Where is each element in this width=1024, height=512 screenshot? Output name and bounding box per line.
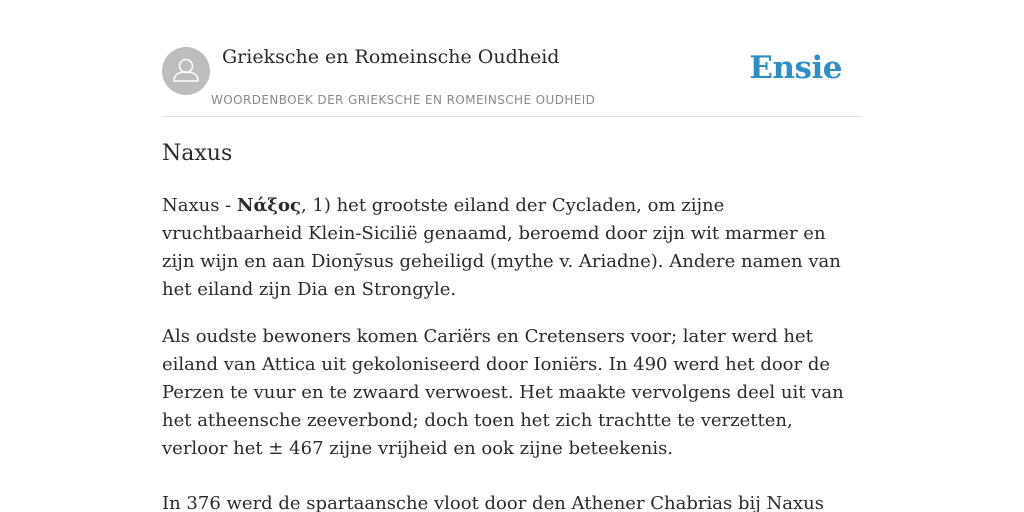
source-header <box>162 0 862 117</box>
user-silhouette-icon[interactable] <box>162 47 210 95</box>
entry-title: Naxus <box>162 141 233 166</box>
source-subtitle: WOORDENBOEK DER GRIEKSCHE EN ROMEINSCHE OUDHEID <box>211 93 596 107</box>
page-container <box>162 0 862 512</box>
entry-paragraph-1-text: , 1) het grootste eiland der Cycladen, om zijne vruchtbaarheid Klein-Sicilië genaamd, beroemd door zijn wit marmer en zijn wijn en aan Dionȳsus geheiligd (mythe v. Ariadne). Andere namen van het eiland zijn Dia en Strongyle. <box>162 195 841 300</box>
ensie-logo-link[interactable]: Ensie <box>749 50 842 86</box>
entry-paragraph-1 <box>162 192 862 304</box>
entry-paragraph-2: Als oudste bewoners komen Cariërs en Cretensers voor; later werd het eiland van Attica uit gekoloniseerd door Ioniërs. In 490 werd het door de Perzen te vuur en te zwaard verwoest. Het maakte vervolgens deel uit van het atheensche zeeverbond; doch toen het zich trachtte te verzetten, verloor het ± 467 zijne vrijheid en ook zijne beteekenis. <box>162 326 844 459</box>
source-title[interactable]: Grieksche en Romeinsche Oudheid <box>222 46 560 68</box>
greek-term: Νάξος <box>237 195 301 216</box>
entry-paragraph-3: In 376 werd de spartaansche vloot door den Athener Chabrias bij Naxus <box>162 493 824 512</box>
entry-term: Naxus - <box>162 195 237 216</box>
